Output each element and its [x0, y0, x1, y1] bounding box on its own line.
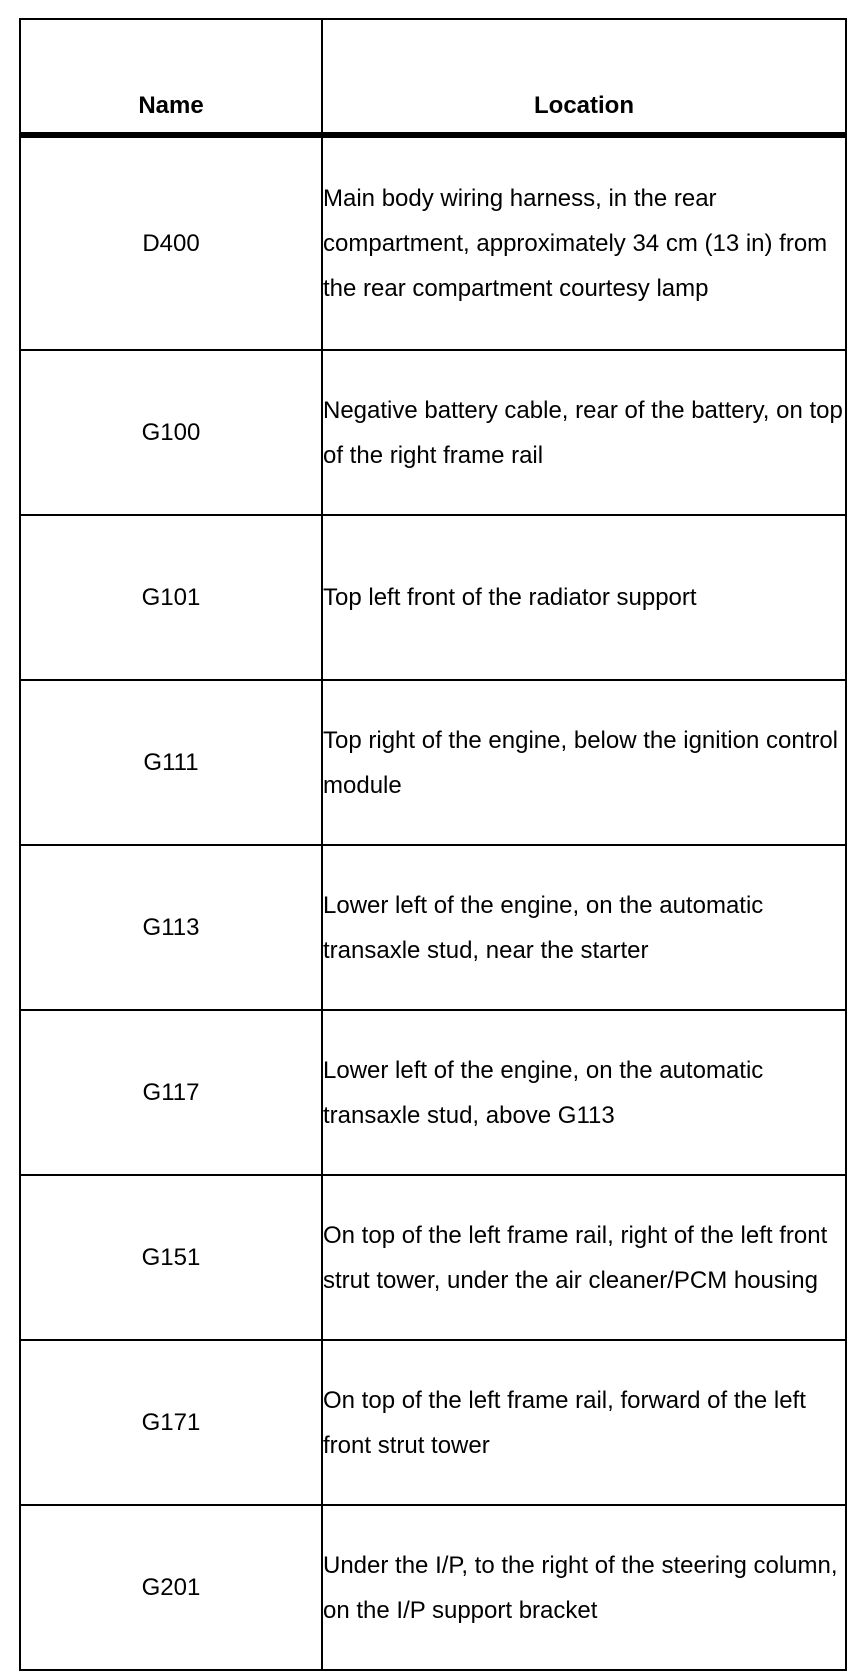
ground-location-table: [19, 18, 847, 1671]
cell-name: D400: [20, 135, 322, 350]
cell-location: Negative battery cable, rear of the battery, on top of the right frame rail: [322, 350, 846, 515]
table-row: [20, 1340, 846, 1505]
table-row: [20, 135, 846, 350]
table-row: [20, 515, 846, 680]
table-body: [20, 135, 846, 1670]
cell-name: G111: [20, 680, 322, 845]
table-header: [20, 19, 846, 135]
cell-location: Lower left of the engine, on the automatic transaxle stud, above G113: [322, 1010, 846, 1175]
cell-location: On top of the left frame rail, forward of the left front strut tower: [322, 1340, 846, 1505]
cell-name: G151: [20, 1175, 322, 1340]
cell-name: G113: [20, 845, 322, 1010]
cell-name: G201: [20, 1505, 322, 1670]
cell-name: G101: [20, 515, 322, 680]
cell-location: Top left front of the radiator support: [322, 515, 846, 680]
header-location: Location: [322, 19, 846, 135]
cell-location: Main body wiring harness, in the rear compartment, approximately 34 cm (13 in) from the rear compartment courtesy lamp: [322, 135, 846, 350]
table-row: [20, 1175, 846, 1340]
header-row: [20, 19, 846, 135]
cell-name: G100: [20, 350, 322, 515]
header-name: Name: [20, 19, 322, 135]
table-row: [20, 1505, 846, 1670]
table-row: [20, 350, 846, 515]
cell-location: Lower left of the engine, on the automatic transaxle stud, near the starter: [322, 845, 846, 1010]
table-row: [20, 845, 846, 1010]
cell-name: G171: [20, 1340, 322, 1505]
table-row: [20, 680, 846, 845]
cell-location: Under the I/P, to the right of the steering column, on the I/P support bracket: [322, 1505, 846, 1670]
table-row: [20, 1010, 846, 1175]
cell-location: On top of the left frame rail, right of the left front strut tower, under the air cleaner/PCM housing: [322, 1175, 846, 1340]
cell-location: Top right of the engine, below the ignition control module: [322, 680, 846, 845]
cell-name: G117: [20, 1010, 322, 1175]
